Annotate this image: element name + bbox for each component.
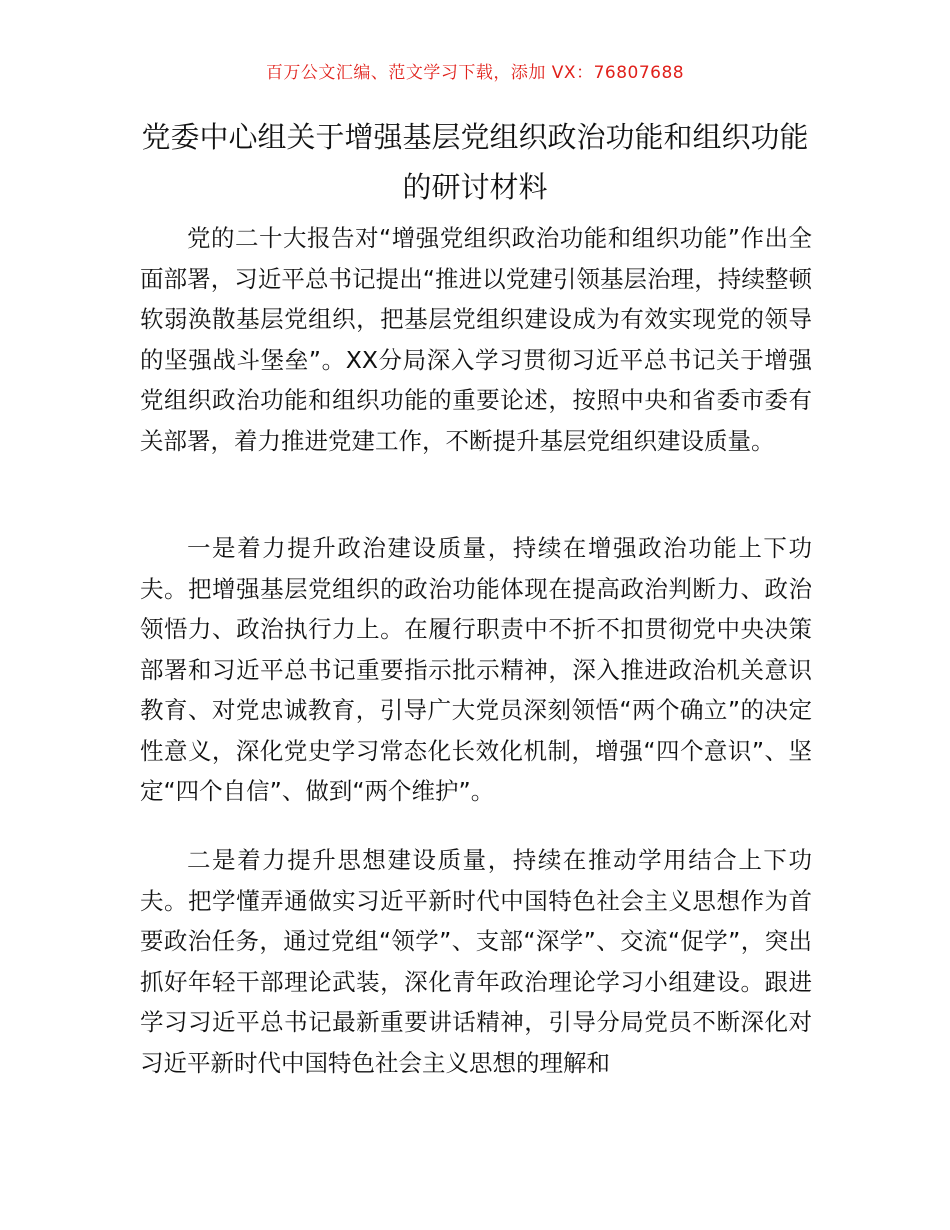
paragraph-ideological-building: 二是着力提升思想建设质量，持续在推动学用结合上下功夫。把学懂弄通做实习近平新时代中国特色社会主义思想作为首要政治任务，通过党组“领学”、支部“深学”、交流“促学”，突出抓好年轻干部理论武装，深化青年政治理论学习小组建设。跟进学习习近平总书记最新重要讲话精神，引导分局党员不断深化对习近平新时代中国特色社会主义思想的理解和 xyxy=(140,846,812,1077)
paragraph-intro: 党的二十大报告对“增强党组织政治功能和组织功能”作出全面部署，习近平总书记提出“推进以党建引领基层治理，持续整顿软弱涣散基层党组织，把基层党组织建设成为有效实现党的领导的坚强战斗堡垒”。XX分局深入学习贯彻习近平总书记关于增强党组织政治功能和组织功能的重要论述，按照中央和省委市委有关部署，着力推进党建工作，不断提升基层党组织建设质量。 xyxy=(140,224,812,455)
document-title: 党委中心组关于增强基层党组织政治功能和组织功能的研讨材料 xyxy=(141,120,809,204)
paragraph-political-building: 一是着力提升政治建设质量，持续在增强政治功能上下功夫。把增强基层党组织的政治功能体现在提高政治判断力、政治领悟力、政治执行力上。在履行职责中不折不扣贯彻党中央决策部署和习近平总书记重要指示批示精神，深入推进政治机关意识教育、对党忠诚教育，引导广大党员深刻领悟“两个确立”的决定性意义，深化党史学习常态化长效化机制，增强“四个意识”、坚定“四个自信”、做到“两个维护”。 xyxy=(140,534,812,805)
watermark-banner: 百万公文汇编、范文学习下载，添加 VX：76807688 xyxy=(265,63,685,83)
